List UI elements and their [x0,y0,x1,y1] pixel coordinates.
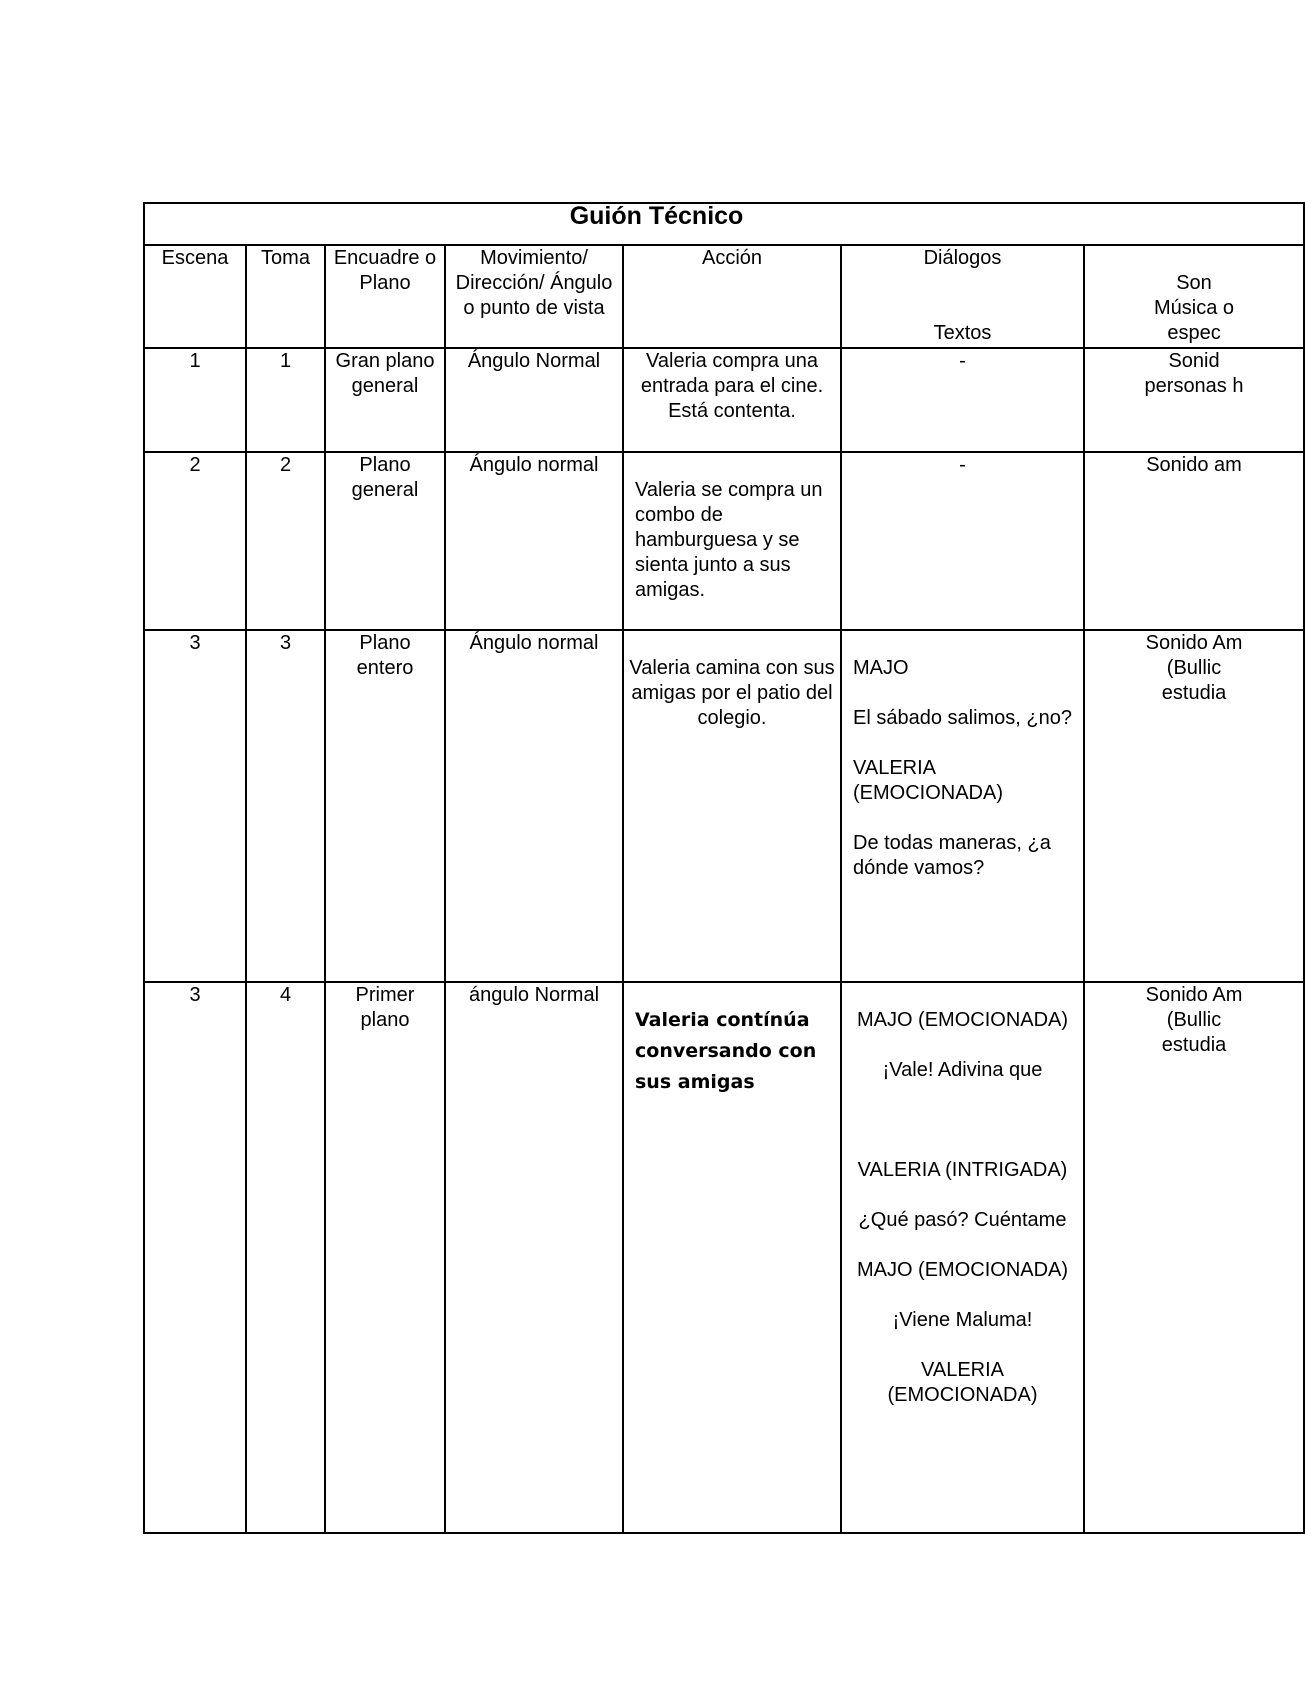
cell-toma: 1 [246,348,325,452]
cell-sonido [1084,348,1304,452]
cell-movimiento: Ángulo normal [445,630,623,982]
dialogue-line: ¡Viene Maluma! [892,1309,1033,1331]
cell-accion: Valeria contínúa conversando con sus amigas [623,982,841,1533]
title-row [144,203,1304,245]
cell-dialogos [841,982,1084,1533]
sonido-line: Sonido Am [1145,984,1243,1006]
sonido-line: Sonido am [1146,454,1242,476]
cell-movimiento: Ángulo normal [445,452,623,630]
dialogue-speaker: VALERIA (INTRIGADA) [857,1159,1068,1181]
cell-toma: 3 [246,630,325,982]
header-dialogos-label: Diálogos [923,247,1002,269]
header-accion: Acción [623,245,841,348]
dialogue-speaker: VALERIA (EMOCIONADA) [887,1359,1038,1406]
header-movimiento: Movimiento/ Dirección/ Ángulo o punto de vista [445,245,623,348]
dialogue-speaker: MAJO [853,657,909,679]
sonido-line: estudia [1161,682,1227,704]
table-row [144,348,1304,452]
sonido-line: Sonido Am [1145,632,1243,654]
cell-escena: 3 [144,630,246,982]
header-escena: Escena [144,245,246,348]
sonido-line: (Bullic [1166,1009,1222,1031]
dialogue-line: ¿Qué pasó? Cuéntame [858,1209,1067,1231]
header-toma: Toma [246,245,325,348]
guion-tecnico-table [143,202,1305,1534]
cell-accion: Valeria camina con sus amigas por el patio del colegio. [623,630,841,982]
dialogue-speaker: MAJO (EMOCIONADA) [856,1259,1069,1281]
cell-movimiento: Ángulo Normal [445,348,623,452]
table-row [144,982,1304,1533]
sonido-line: personas h [1144,375,1244,397]
header-sonido-line2: Música o [1154,297,1235,319]
cell-encuadre: Primer plano [325,982,445,1533]
cell-dialogos [841,630,1084,982]
page-title: Guión Técnico [569,202,744,230]
dialogue-line: El sábado salimos, ¿no? [853,707,1073,729]
cell-accion: Valeria compra una entrada para el cine. Está contenta. [623,348,841,452]
table-title [144,203,1304,245]
header-dialogos [841,245,1084,348]
table-row [144,630,1304,982]
cell-toma: 2 [246,452,325,630]
sonido-line: Sonid [1168,350,1220,372]
table-row [144,452,1304,630]
header-sonido-spacer [1089,246,1299,271]
sonido-line: (Bullic [1166,657,1222,679]
cell-encuadre: Gran plano general [325,348,445,452]
header-sonido-line1: Son [1176,272,1212,294]
cell-movimiento: ángulo Normal [445,982,623,1533]
cell-encuadre: Plano general [325,452,445,630]
header-textos-label: Textos [933,322,992,344]
dialogue-speaker: MAJO (EMOCIONADA) [856,1009,1069,1031]
cell-escena: 1 [144,348,246,452]
cell-sonido [1084,452,1304,630]
sonido-line: estudia [1161,1034,1227,1056]
cell-dialogos: - [841,348,1084,452]
cell-toma: 4 [246,982,325,1533]
cell-accion: Valeria se compra un combo de hamburguesa y se sienta junto a sus amigas. [623,452,841,630]
header-sonido [1084,245,1304,348]
header-row [144,245,1304,348]
cell-escena: 3 [144,982,246,1533]
cell-escena: 2 [144,452,246,630]
dialogue-speaker: VALERIA (EMOCIONADA) [853,757,1003,804]
cell-encuadre: Plano entero [325,630,445,982]
cell-sonido [1084,982,1304,1533]
cell-sonido [1084,630,1304,982]
header-encuadre: Encuadre o Plano [325,245,445,348]
dialogue-line: ¡Vale! Adivina que [882,1059,1043,1081]
header-sonido-line3: espec [1167,322,1221,344]
cell-dialogos: - [841,452,1084,630]
dialogue-line: De todas maneras, ¿a dónde vamos? [853,832,1051,879]
